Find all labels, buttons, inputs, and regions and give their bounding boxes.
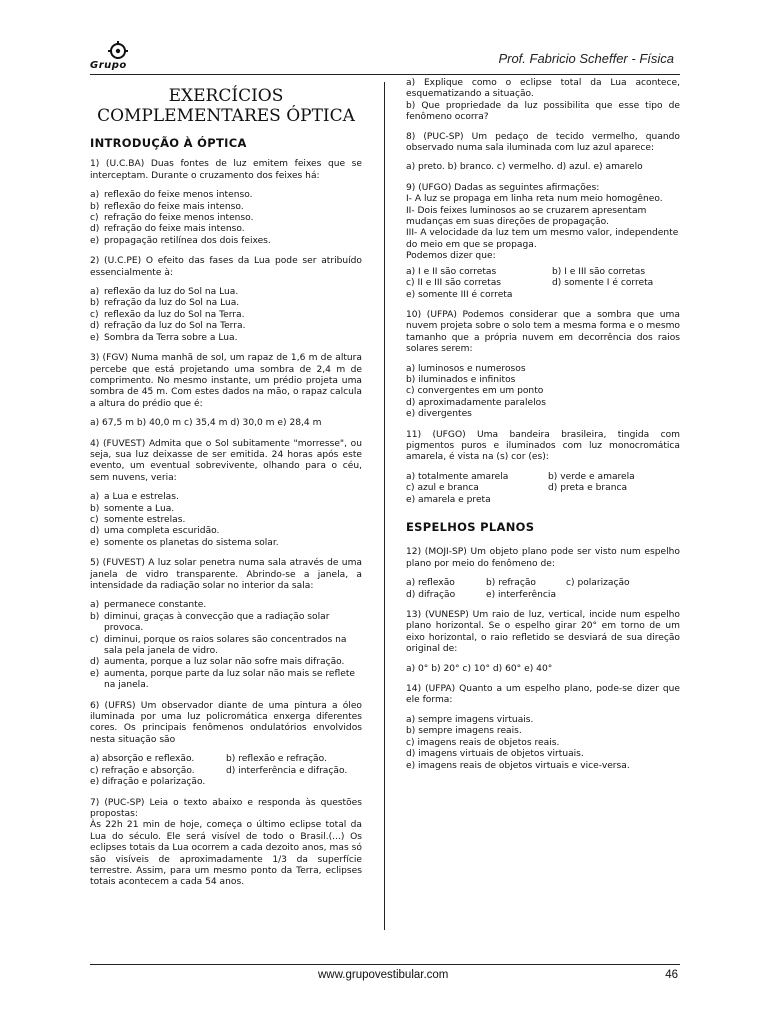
question-13: 13) (VUNESP) Um raio de luz, vertical, incide num espelho plano horizontal. Se o espelho girar 20° em torno de um eixo horizontal, o raio refletido se desviará de sua direção original de: [406, 610, 680, 655]
footer-url: www.grupovestibular.com [318, 969, 449, 981]
option-text: aumenta, porque parte da luz solar não mais se reflete na janela. [104, 668, 355, 691]
option-letter: b) [90, 503, 100, 514]
column-divider [384, 82, 385, 930]
question-12: 12) (MOJI-SP) Um objeto plano pode ser visto num espelho plano por meio do fenômeno de: [406, 547, 680, 569]
option-item [90, 492, 362, 503]
question-8: 8) (PUC-SP) Um pedaço de tecido vermelho, quando observado numa sala iluminada com luz azul aparece: [406, 131, 680, 154]
option-text: diminui, graças à convecção que a radiação solar provoca. [104, 611, 330, 634]
option-letter: e) [90, 332, 100, 343]
option-text: somente a Lua. [104, 503, 175, 514]
option-item [90, 657, 362, 668]
left-column [90, 84, 362, 897]
q9-statements [406, 194, 680, 262]
q12-option-b: b) refração [486, 578, 536, 589]
option-letter: b) [90, 201, 100, 212]
q9-option-e: e) somente III é correta [406, 289, 513, 300]
option-text: somente estrelas. [104, 514, 186, 525]
q6-option-b: b) reflexão e refração. [226, 754, 327, 765]
option-letter: c) [90, 309, 99, 320]
option-item [90, 635, 362, 658]
option-letter: e) [90, 235, 100, 246]
q9-option-d: d) somente I é correta [552, 278, 654, 289]
option-item [90, 333, 362, 344]
option-item: d) aproximadamente paralelos [406, 397, 546, 408]
q11-option-c: c) azul e branca [406, 483, 479, 494]
document-title: EXERCÍCIOS COMPLEMENTARES ÓPTICA [97, 86, 355, 126]
question-1: 1) (U.C.BA) Duas fontes de luz emitem feixes que se interceptam. Durante o cruzamento dos feixes há: [90, 159, 362, 181]
option-letter: c) [90, 213, 99, 224]
q9-statement-3: III- A velocidade da luz tem um mesmo valor, independente do meio em que se propaga. [406, 228, 679, 250]
option-text: refração do feixe mais intenso. [104, 224, 245, 235]
section-heading-espelhos: ESPELHOS PLANOS [406, 520, 535, 534]
header-title: Prof. Fabricio Scheffer - Física [498, 51, 674, 66]
option-letter: d) [90, 657, 100, 668]
q11-option-e: e) amarela e preta [406, 494, 491, 505]
option-letter: a) [90, 492, 100, 503]
option-item: a) luminosos e numerosos [406, 363, 526, 374]
q7-quote: Às 22h 21 min de hoje, começa o último eclipse total da Lua do século. Ele será visível de todo o Brasil.(...) Os eclipses totais da Lua ocorrem a cada dezoito anos, mas só são visíveis de aproximadamente 1/3 da superfície terrestre. Assim, para um mesmo ponto da Terra, eclipses totais acontecem a cada 54 anos. [90, 820, 362, 888]
option-item [90, 538, 362, 549]
option-text: refração do feixe menos intenso. [104, 213, 254, 224]
option-text: uma completa escuridão. [104, 526, 220, 537]
option-text: Sombra da Terra sobre a Lua. [104, 332, 238, 343]
q6-option-a: a) absorção e reflexão. [90, 754, 195, 765]
option-item [90, 321, 362, 332]
q11-options [406, 472, 680, 506]
option-item: b) iluminados e infinitos [406, 374, 516, 385]
q11-option-a: a) totalmente amarela [406, 471, 509, 482]
q6-options [90, 754, 362, 788]
question-11: 11) (UFGO) Uma bandeira brasileira, tingida com pigmentos puros e iluminados com luz monocromática amarela, é vista na (s) cor (es): [406, 429, 680, 463]
option-text: a Lua e estrelas. [104, 492, 179, 503]
question-6: 6) (UFRS) Um observador diante de uma pintura a óleo iluminada por uma luz policromática enxerga diferentes cores. Os principais fenômenos ondulatórios envolvidos nesta situação são [90, 700, 362, 745]
option-letter: c) [90, 634, 99, 645]
question-14: 14) (UFPA) Quanto a um espelho plano, pode-se dizer que ele forma: [406, 684, 680, 706]
option-text: aumenta, porque a luz solar não sofre mais difração. [104, 657, 345, 668]
section-heading-introducao: INTRODUÇÃO À ÓPTICA [90, 136, 247, 150]
page-footer [90, 964, 680, 981]
option-letter: d) [90, 526, 100, 537]
option-item [90, 515, 362, 526]
option-letter: b) [90, 611, 100, 622]
option-item [90, 287, 362, 298]
q9-options [406, 267, 680, 301]
question-5: 5) (FUVEST) A luz solar penetra numa sala através de uma janela de vidro transparente. Abrindo-se a janela, a intensidade da radiação solar no interior da sala: [90, 558, 362, 591]
option-item: e) divergentes [406, 409, 472, 420]
q6-option-c: c) refração e absorção. [90, 765, 195, 776]
option-letter: a) [90, 287, 100, 298]
option-item: e) imagens reais de objetos virtuais e vice-versa. [406, 760, 630, 771]
question-2: 2) (U.C.PE) O efeito das fases da Lua pode ser atribuído essencialmente à: [90, 256, 362, 278]
option-letter: c) [90, 514, 99, 525]
q6-option-e: e) difração e polarização. [90, 777, 206, 788]
option-text: propagação retilínea dos dois feixes. [104, 235, 271, 246]
option-text: reflexão da luz do Sol na Lua. [104, 287, 239, 298]
q9-ask: Podemos dizer que: [406, 251, 496, 262]
option-letter: a) [90, 600, 100, 611]
option-letter: e) [90, 537, 100, 548]
q12-options [406, 578, 680, 601]
option-item [90, 600, 362, 611]
option-text: reflexão do feixe mais intenso. [104, 201, 244, 212]
q11-option-b: b) verde e amarela [548, 471, 635, 482]
option-letter: d) [90, 224, 100, 235]
option-item: c) imagens reais de objetos reais. [406, 737, 560, 748]
question-10: 10) (UFPA) Podemos considerar que a sombra que uma nuvem projeta sobre o solo tem a mesma forma e o mesmo tamanho que a própria nuvem em decorrência dos raios solares serem: [406, 309, 680, 355]
option-item [90, 190, 362, 201]
option-text: refração da luz do Sol na Terra. [104, 321, 246, 332]
question-4: 4) (FUVEST) Admita que o Sol subitamente "morresse", ou seja, sua luz deixasse de ser emitida. 24 horas após este evento, um eventual sobrevivente, olhando para o céu, sem nuvens, veria: [90, 438, 362, 483]
option-letter: b) [90, 298, 100, 309]
question-9: 9) (UFGO) Dadas as seguintes afirmações: [406, 182, 600, 193]
question-3: 3) (FGV) Numa manhã de sol, um rapaz de 1,6 m de altura percebe que está projetando uma sombra de 2,4 m de comprimento. No mesmo instante, um prédio projeta uma sombra de 45 m. Com estes dados na mão, o rapaz calcula a altura do prédio que é: [90, 353, 362, 409]
q1-options [90, 190, 362, 247]
page-header [90, 38, 680, 75]
option-item: a) sempre imagens virtuais. [406, 714, 534, 725]
q12-option-c: c) polarização [566, 578, 630, 589]
option-letter: e) [90, 668, 100, 679]
option-item [90, 669, 362, 692]
option-letter: a) [90, 190, 100, 201]
option-text: reflexão da luz do Sol na Terra. [104, 309, 245, 320]
q2-options [90, 287, 362, 344]
option-text: somente os planetas do sistema solar. [104, 537, 279, 548]
q10-options [406, 364, 680, 421]
q12-option-e: e) interferência [486, 589, 557, 600]
q9-statement-2: II- Dois feixes luminosos ao se cruzarem apresentam mudanças em suas direções de propagação. [406, 205, 647, 228]
q8-options: a) preto. b) branco. c) vermelho. d) azul. e) amarelo [406, 162, 643, 173]
option-item [90, 526, 362, 537]
q6-option-d: d) interferência e difração. [226, 765, 348, 776]
option-item [90, 612, 362, 635]
q9-statement-1: I- A luz se propaga em linha reta num meio homogêneo. [406, 194, 663, 205]
q9-option-c: c) II e III são corretas [406, 278, 502, 289]
q9-option-a: a) I e II são corretas [406, 266, 497, 277]
q11-option-d: d) preta e branca [548, 483, 628, 494]
q13-options: a) 0° b) 20° c) 10° d) 60° e) 40° [406, 663, 553, 674]
option-text: diminui, porque os raios solares são concentrados na sala pela janela de vidro. [104, 634, 347, 657]
option-text: reflexão do feixe menos intenso. [104, 190, 253, 201]
q4-options [90, 492, 362, 549]
q3-options: a) 67,5 m b) 40,0 m c) 35,4 m d) 30,0 m e) 28,4 m [90, 418, 322, 429]
q7-part-a: a) Explique como o eclipse total da Lua acontece, esquematizando a situação. [406, 78, 680, 100]
option-item [90, 202, 362, 213]
option-item [90, 224, 362, 235]
option-item: d) imagens virtuais de objetos virtuais. [406, 749, 584, 760]
option-item [90, 236, 362, 247]
right-column [406, 78, 680, 781]
option-text: refração da luz do Sol na Lua. [104, 298, 240, 309]
q12-option-d: d) difração [406, 589, 456, 600]
option-item: b) sempre imagens reais. [406, 726, 522, 737]
option-item [90, 310, 362, 321]
q7-part-b: b) Que propriedade da luz possibilita que esse tipo de fenômeno ocorra? [406, 100, 680, 123]
option-item [90, 298, 362, 309]
q12-option-a: a) reflexão [406, 578, 455, 589]
option-letter: d) [90, 321, 100, 332]
logo-text: Grupo [90, 60, 127, 71]
q14-options [406, 715, 680, 772]
option-item [90, 213, 362, 224]
q9-option-b: b) I e III são corretas [552, 266, 646, 277]
option-item [90, 504, 362, 515]
question-7: 7) (PUC-SP) Leia o texto abaixo e responda às questões propostas: [90, 797, 362, 819]
option-text: permanece constante. [104, 600, 207, 611]
page-number: 46 [665, 969, 678, 981]
q5-options [90, 600, 362, 691]
option-item: c) convergentes em um ponto [406, 386, 544, 397]
